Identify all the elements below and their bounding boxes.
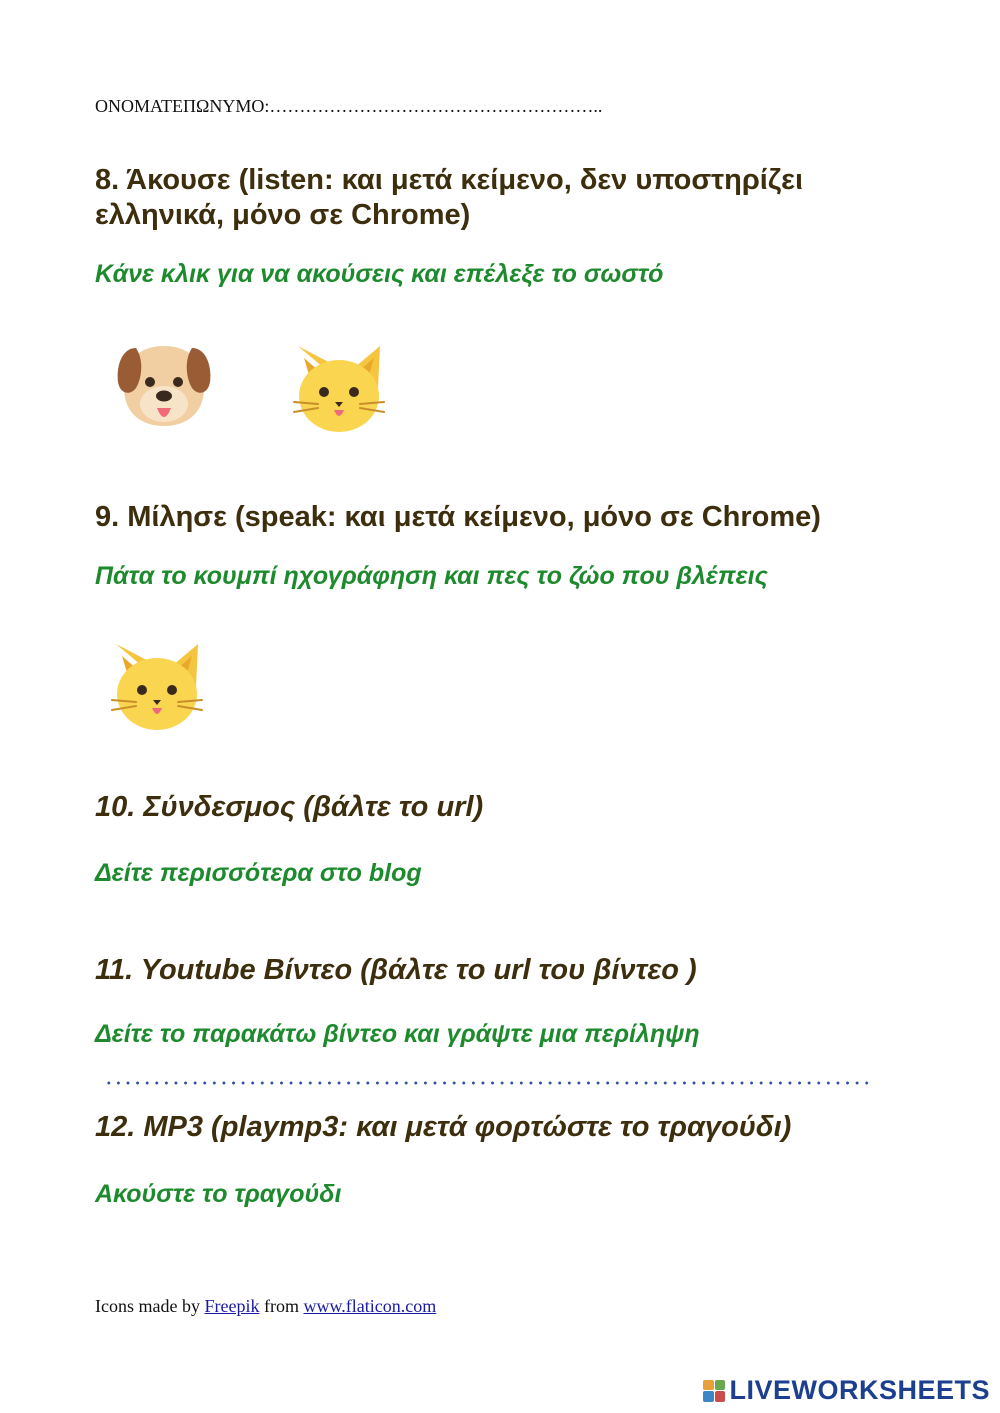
section-8-heading: 8. Άκουσε (listen: και μετά κείμενο, δεν υποστηρίζει ελληνικά, μόνο σε Chrome) [95,164,804,231]
liveworksheets-brand [703,1375,990,1406]
section-9-heading: 9. Μίλησε (speak: και μετά κείμενο, μόνο σε Chrome) [95,501,821,533]
attribution-prefix: Icons made by [95,1296,200,1316]
freepik-link[interactable]: Freepik [204,1296,260,1316]
section-8-instruction: Κάνε κλικ για να ακούσεις και επέλεξε το σωστό [95,260,664,288]
attribution-middle: from [263,1296,299,1316]
cat-icon[interactable] [290,336,388,436]
cat-icon[interactable] [108,634,206,734]
section-12-heading: 12. MP3 (playmp3: και μετά φορτώστε το τραγούδι) [95,1111,792,1143]
dotted-divider [104,1081,874,1085]
liveworksheets-logo-icon [703,1380,725,1402]
section-10-instruction[interactable]: Δείτε περισσότερα στο blog [95,859,422,887]
name-field-line: ΟΝΟΜΑΤΕΠΩΝΥΜΟ:……………………………………………….. [95,96,603,116]
section-12-instruction: Ακούστε το τραγούδι [95,1180,342,1208]
brand-text: LIVEWORKSHEETS [729,1375,990,1405]
flaticon-link[interactable]: www.flaticon.com [303,1296,437,1316]
dog-icon[interactable] [114,338,214,430]
section-11-heading: 11. Youtube Βίντεο (βάλτε το url του βίντεο ) [95,954,697,986]
section-11-instruction: Δείτε το παρακάτω βίντεο και γράψτε μια περίληψη [95,1020,700,1048]
icon-attribution [95,1296,436,1317]
section-9-instruction: Πάτα το κουμπί ηχογράφηση και πες το ζώο που βλέπεις [95,562,768,590]
section-10-heading: 10. Σύνδεσμος (βάλτε το url) [95,791,484,823]
